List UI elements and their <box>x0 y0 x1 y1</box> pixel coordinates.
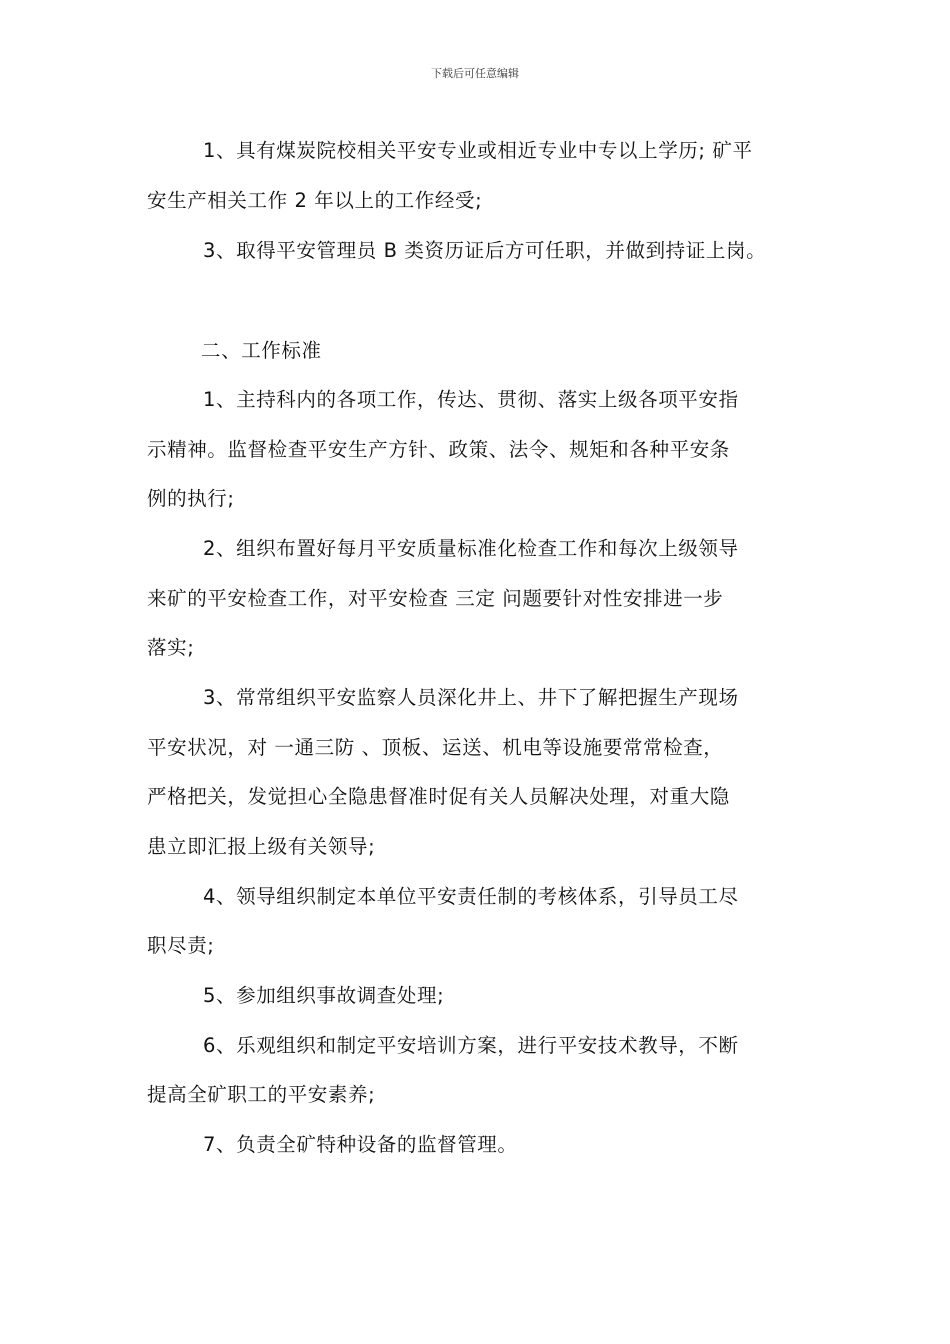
text-line: 4、领导组织制定本单位平安责任制的考核体系，引导员工尽 <box>203 885 739 908</box>
text-line: 3、取得平安管理员 B 类资历证后方可任职，并做到持证上岗。 <box>203 239 767 262</box>
text-line: 严格把关，发觉担心全隐患督准时促有关人员解决处理，对重大隐 <box>147 785 730 808</box>
text-line: 1、主持科内的各项工作，传达、贯彻、落实上级各项平安指 <box>203 388 739 411</box>
text-line: 来矿的平安检查工作，对平安检查 三定 问题要针对性安排进一步 <box>147 587 724 610</box>
text-line: 示精神。监督检查平安生产方针、政策、法令、规矩和各种平安条 <box>147 438 730 461</box>
header-note: 下载后可任意编辑 <box>431 67 519 80</box>
text-line: 患立即汇报上级有关领导; <box>147 835 376 858</box>
text-line: 落实; <box>147 636 195 659</box>
text-line: 7、负责全矿特种设备的监督管理。 <box>203 1133 518 1156</box>
text-line: 2、组织布置好每月平安质量标准化检查工作和每次上级领导 <box>203 537 739 560</box>
text-line: 5、参加组织事故调查处理; <box>203 984 445 1007</box>
text-line: 6、乐观组织和制定平安培训方案，进行平安技术教导，不断 <box>203 1034 739 1057</box>
text-line: 提高全矿职工的平安素养; <box>147 1083 376 1106</box>
section-heading: 二、工作标准 <box>201 339 322 362</box>
text-line: 平安状况，对 一通三防 、顶板、运送、机电等设施要常常检查， <box>147 736 724 759</box>
text-line: 1、具有煤炭院校相关平安专业或相近专业中专以上学历; 矿平 <box>203 139 753 162</box>
text-line: 职尽责; <box>147 934 215 957</box>
text-line: 例的执行; <box>147 487 235 510</box>
text-line: 安生产相关工作 2 年以上的工作经受; <box>147 189 483 212</box>
text-line: 3、常常组织平安监察人员深化井上、井下了解把握生产现场 <box>203 686 739 709</box>
